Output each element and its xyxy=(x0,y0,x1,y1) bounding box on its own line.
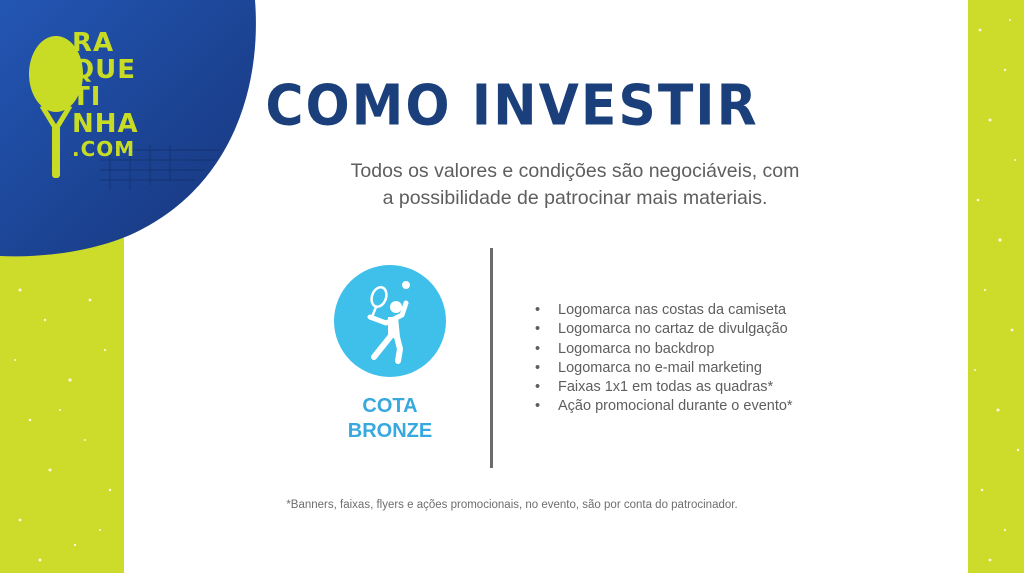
logo-line-2: QUE xyxy=(72,55,136,85)
footnote: *Banners, faixas, flyers e ações promocionais, no evento, são por conta do patrocinador. xyxy=(286,499,738,511)
list-item: • Logomarca nas costas da camiseta xyxy=(535,301,793,320)
tennis-player-icon xyxy=(334,265,446,377)
tier-badge xyxy=(334,265,446,377)
list-item: • Logomarca no e-mail marketing xyxy=(535,359,793,378)
subtitle xyxy=(300,158,850,212)
subtitle-line-2: a possibilidade de patrocinar mais materiais. xyxy=(382,187,768,209)
logo-line-1: RA xyxy=(72,28,115,58)
page-title: COMO INVESTIR xyxy=(265,73,759,139)
tier-label-line-2: BRONZE xyxy=(347,420,433,442)
logo-line-3: TI xyxy=(72,82,102,112)
list-item: • Ação promocional durante o evento* xyxy=(535,397,793,416)
list-item: • Logomarca no cartaz de divulgação xyxy=(535,320,793,339)
tier-label xyxy=(320,394,460,444)
logo-line-4: NHA xyxy=(72,109,139,139)
divider xyxy=(490,248,493,468)
list-item: • Faixas 1x1 em todas as quadras* xyxy=(535,378,793,397)
logo-line-5: .COM xyxy=(72,137,136,161)
benefits-list xyxy=(535,301,793,417)
subtitle-line-1: Todos os valores e condições são negociáveis, com xyxy=(350,160,800,182)
list-item: • Logomarca no backdrop xyxy=(535,340,793,359)
tier-label-line-1: COTA xyxy=(362,395,418,417)
